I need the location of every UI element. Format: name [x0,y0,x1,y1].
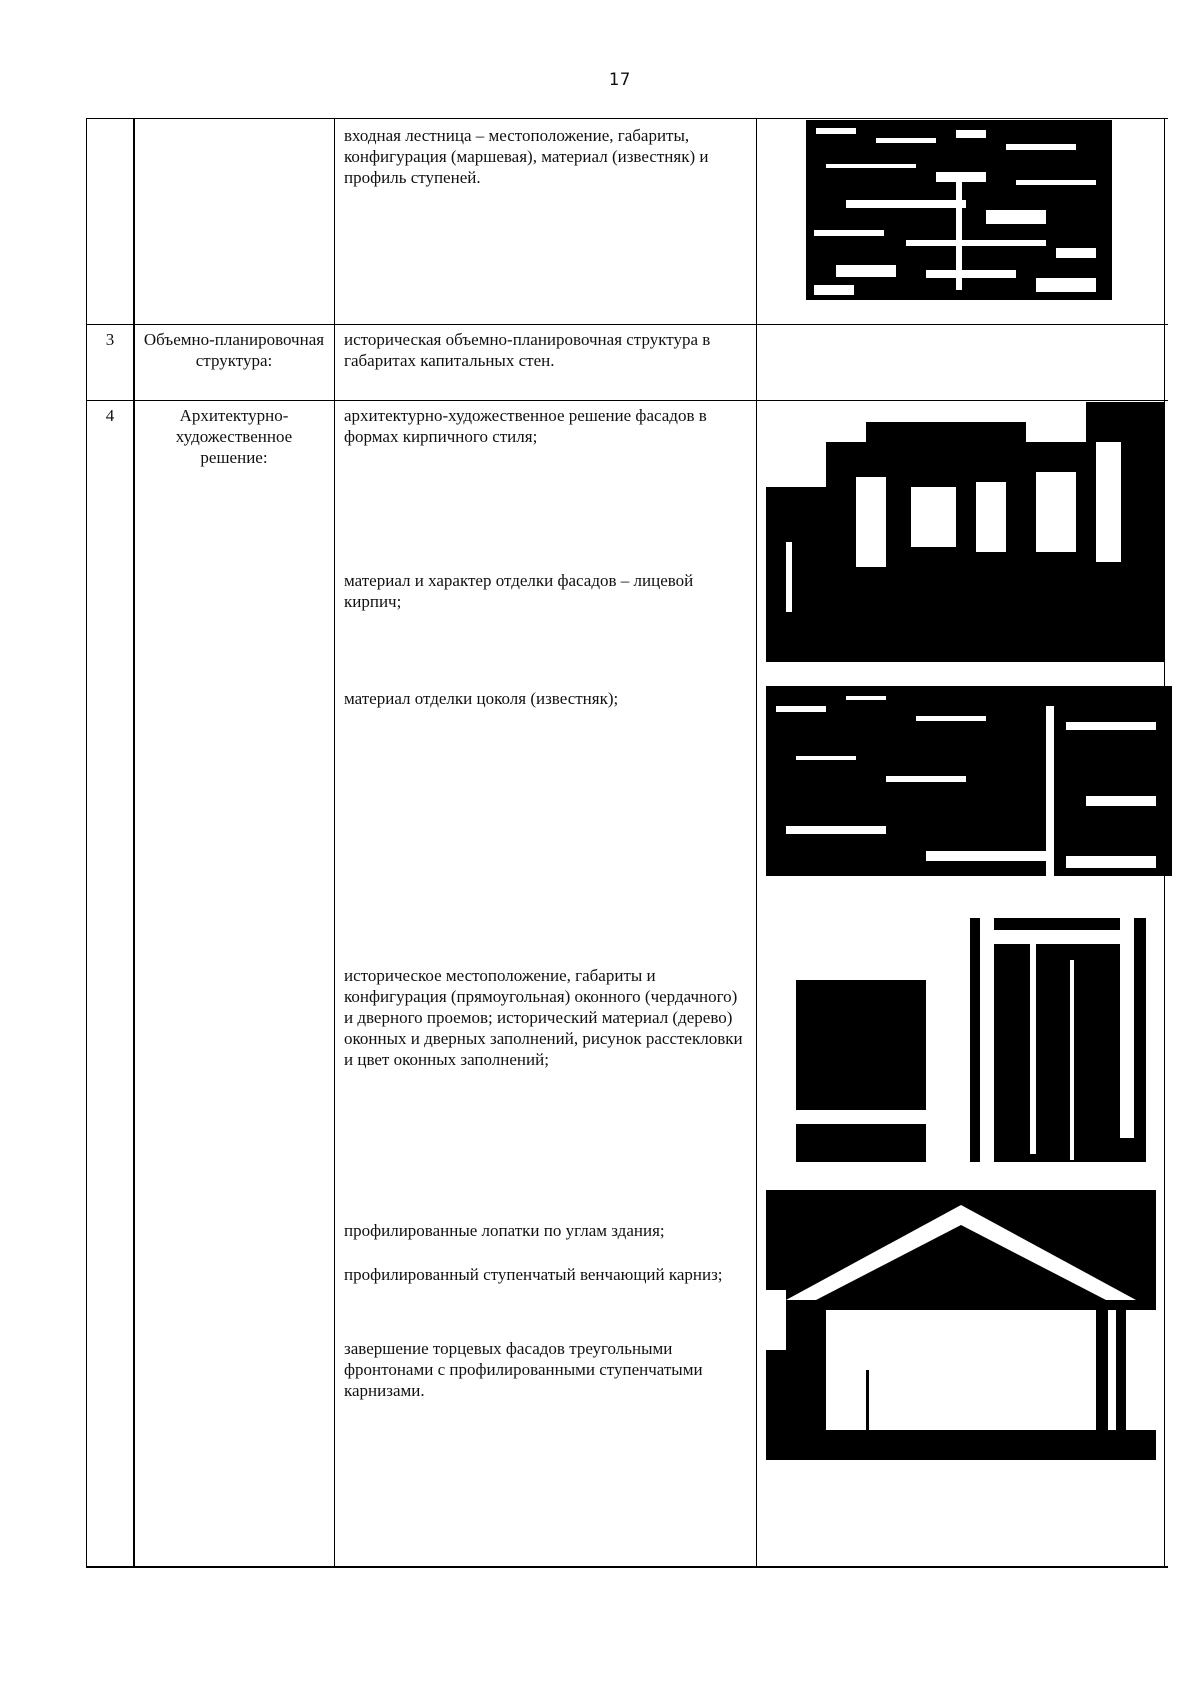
column-divider [756,118,757,1568]
photo-plinth [766,686,1172,876]
photo-gable-cornice [766,1190,1156,1460]
photo-door-opening [970,900,1146,1162]
table-border-top [86,118,1168,119]
row-4-item-6: профилированный ступенчатый венчающий карниз; [344,1265,723,1284]
row-4-item-4: историческое местоположение, габариты и конфигурация (прямоугольная) оконного (чердачного) и дверного проемов; исторический материал (дерево) оконных и дверных заполнений, рисунок расстекловки и цвет оконных заполнений; [344,966,743,1069]
row-4-item-2: материал и характер отделки фасадов – лицевой кирпич; [344,571,694,611]
row-3-number: 3 [105,330,115,349]
row-divider [86,400,1168,401]
row-4-number: 4 [105,406,115,425]
row-1-item-1: входная лестница – местоположение, габариты, конфигурация (маршевая), материал (известняк) и профиль ступеней. [344,126,709,187]
row-divider [86,324,1168,325]
row-4-item-7: завершение торцевых фасадов треугольными фронтонами с профилированными ступенчатыми карнизами. [344,1339,703,1400]
row-4-item-1: архитектурно-художественное решение фасадов в формах кирпичного стиля; [344,406,707,446]
photo-entrance-stairs [806,120,1112,300]
row-3-item-1: историческая объемно-планировочная структура в габаритах капитальных стен. [344,330,711,370]
photo-facade [766,402,1164,662]
row-4-item-5: профилированные лопатки по углам здания; [344,1221,665,1240]
row-3-name: Объемно-планировочная структура: [143,330,325,370]
table-border-left [86,118,87,1568]
photo-window-opening [766,950,956,1162]
table-border-bottom [86,1566,1168,1568]
row-4-item-3: материал отделки цоколя (известняк); [344,689,619,708]
page-number: 17 [608,70,632,90]
column-divider [334,118,335,1568]
row-4-name: Архитектурно-художественное решение: [175,406,293,467]
